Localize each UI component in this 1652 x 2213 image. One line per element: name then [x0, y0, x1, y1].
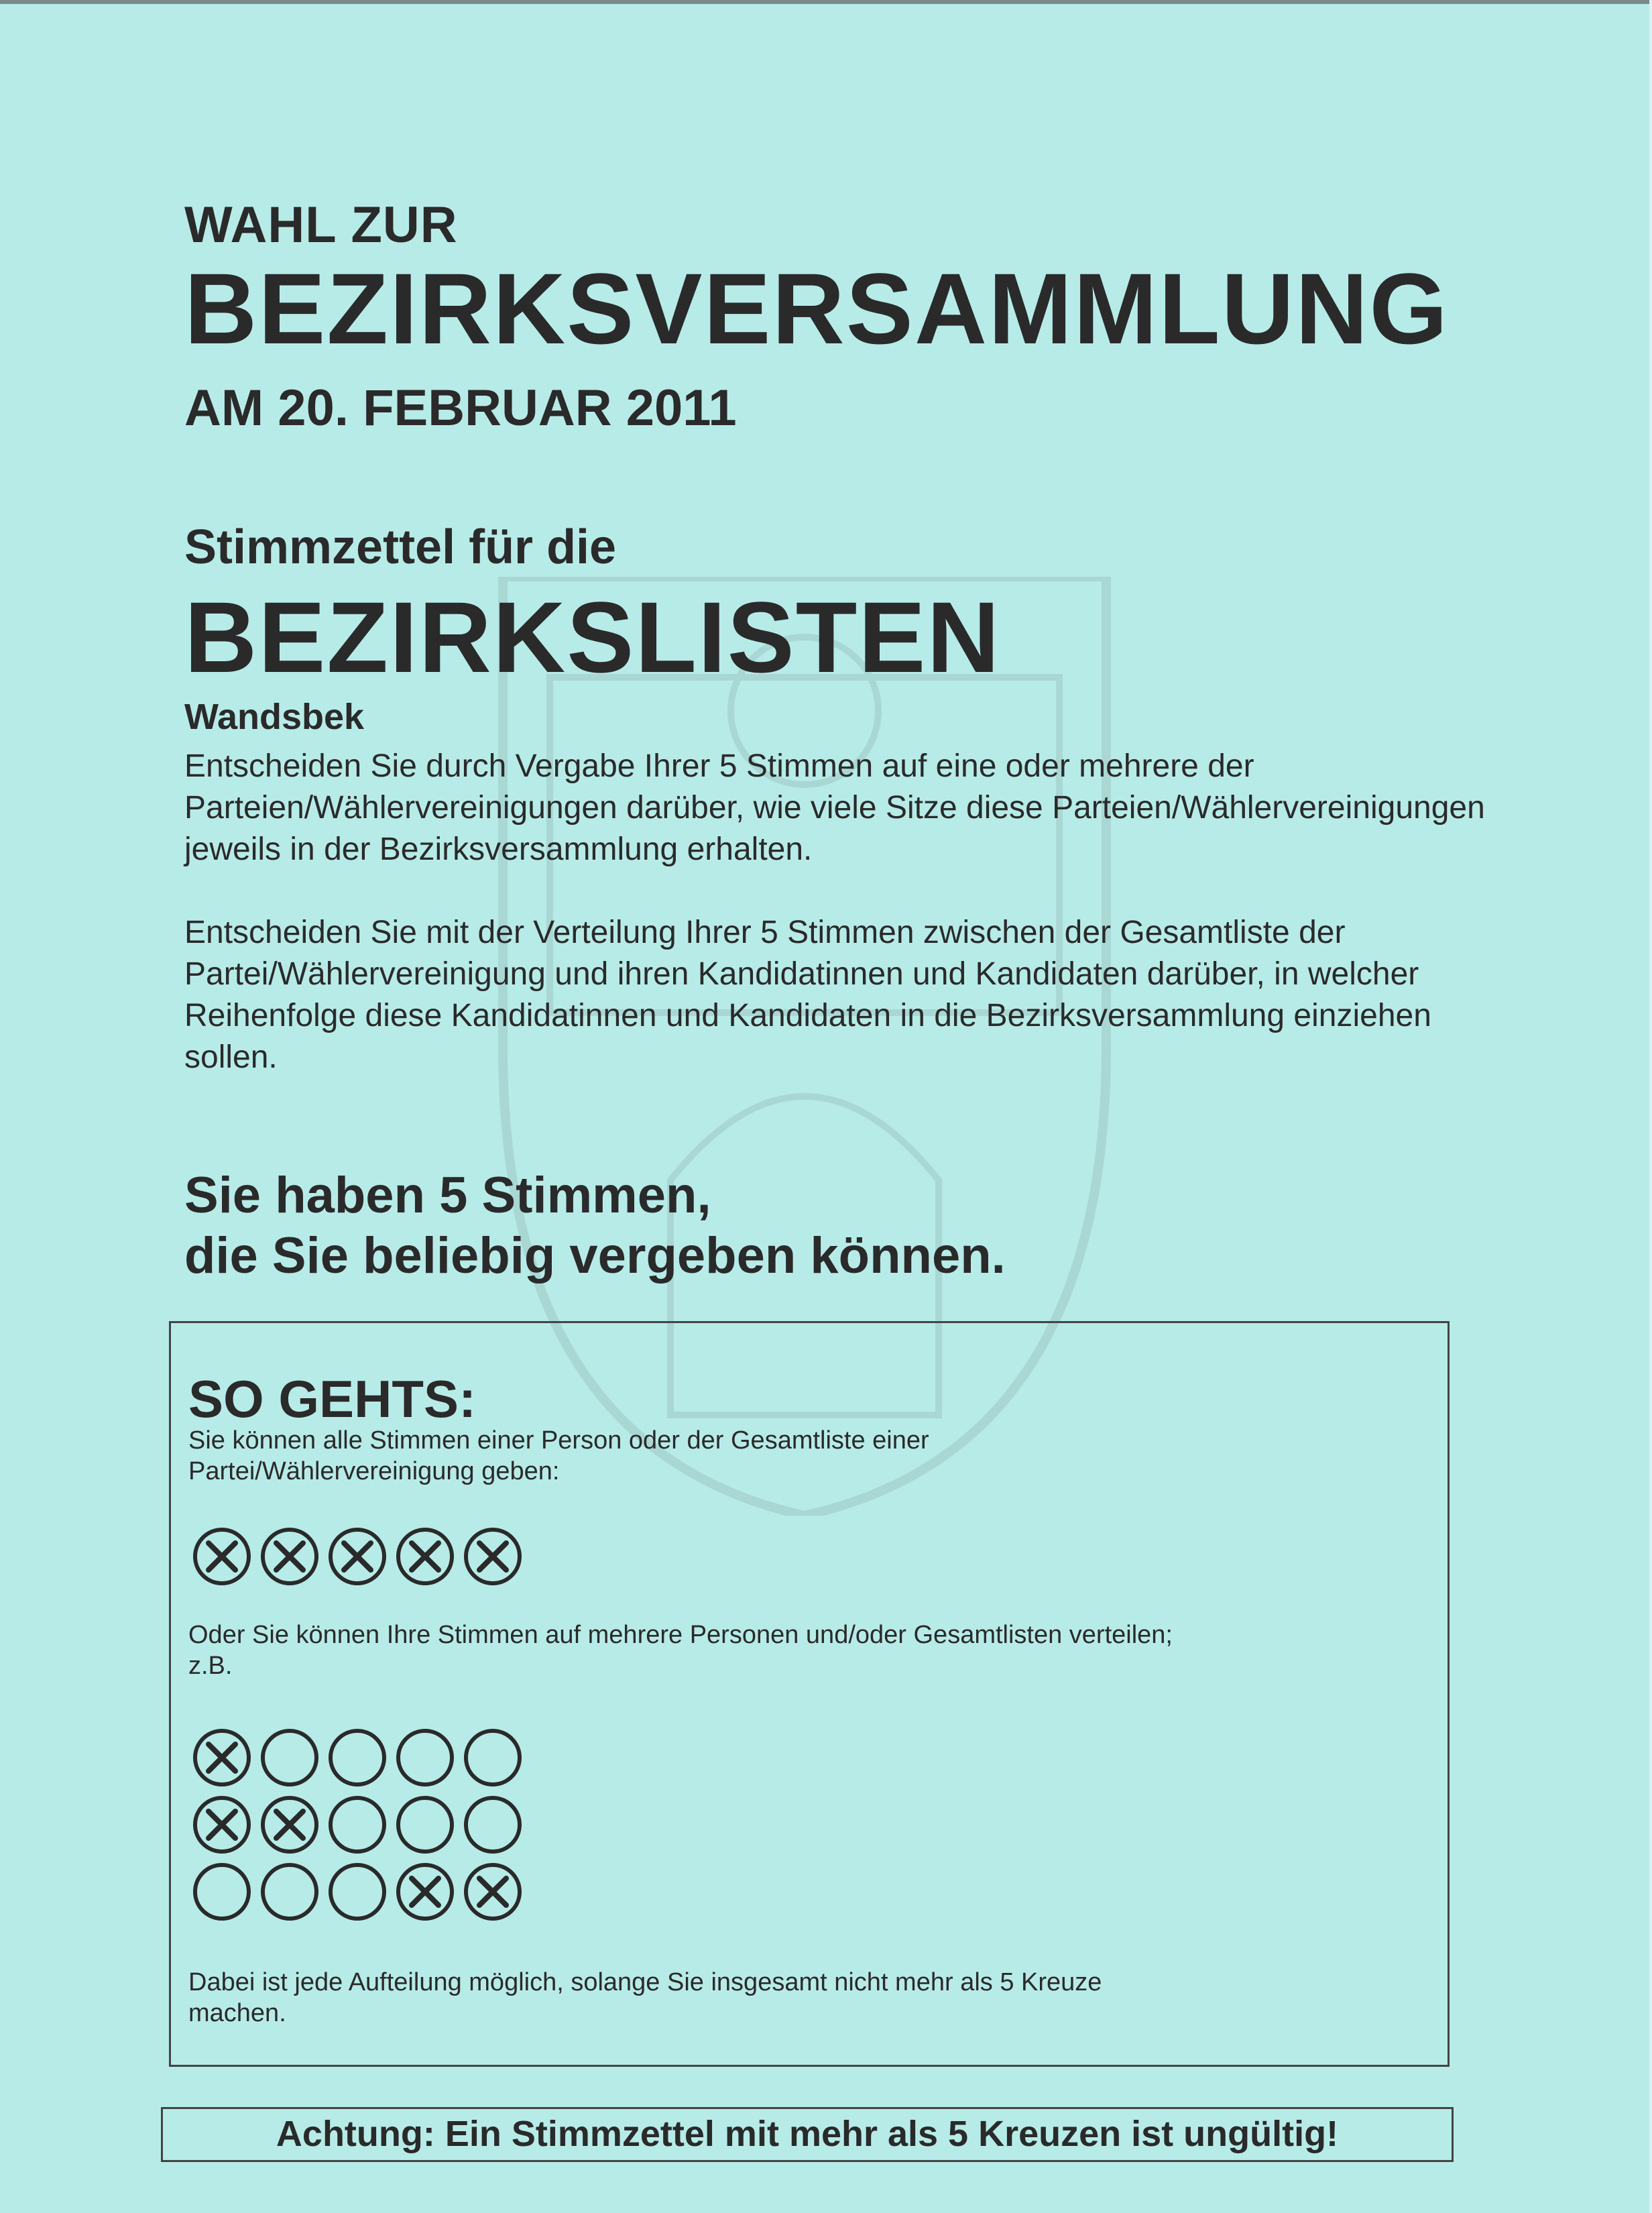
crossed-circle-icon — [257, 1793, 322, 1857]
howto-title: SO GEHTS: — [188, 1369, 477, 1428]
empty-circle-icon — [325, 1725, 390, 1790]
howto-text-split-votes: Oder Sie können Ihre Stimmen auf mehrere Personen und/oder Gesamtlisten verteilen; z.B. — [188, 1621, 1173, 1680]
crossed-circle-icon — [393, 1860, 457, 1924]
crossed-circle-icon — [461, 1524, 525, 1589]
election-heading-title: BEZIRKSVERSAMMLUNG — [184, 252, 1450, 365]
crossed-circle-icon — [190, 1725, 254, 1790]
instruction-paragraph-order: Entscheiden Sie mit der Verteilung Ihrer 5 Stimmen zwischen der Gesamtliste der Partei/Wählervereinigung und ihren Kandidatinnen und Kandidaten darüber, in welcher Reihenfolge diese Kandidatinnen und Kandidaten in die Bezirksversammlung einziehen sollen. — [184, 915, 1431, 1075]
empty-circle-icon — [257, 1860, 322, 1924]
empty-circle-icon — [461, 1725, 525, 1790]
empty-circle-icon — [257, 1725, 322, 1790]
crossed-circle-icon — [190, 1524, 254, 1589]
ballot-title: BEZIRKSLISTEN — [184, 581, 1001, 693]
empty-circle-icon — [325, 1860, 390, 1924]
crossed-circle-icon — [393, 1524, 457, 1589]
howto-text-all-votes: Sie können alle Stimmen einer Person oder der Gesamtliste einer Partei/Wählervereinigung geben: — [188, 1426, 929, 1485]
empty-circle-icon — [325, 1793, 390, 1857]
votes-statement — [184, 1166, 1006, 1286]
crossed-circle-icon — [190, 1793, 254, 1857]
district-name: Wandsbek — [184, 697, 365, 737]
invalid-ballot-warning: Achtung: Ein Stimmzettel mit mehr als 5 Kreuzen ist ungültig! — [161, 2107, 1454, 2162]
empty-circle-icon — [393, 1793, 457, 1857]
empty-circle-icon — [393, 1725, 457, 1790]
howto-box — [169, 1321, 1450, 2067]
ballot-subtitle: Stimmzettel für die — [184, 520, 617, 574]
crossed-circle-icon — [461, 1860, 525, 1924]
votes-statement-line2: die Sie beliebig vergeben können. — [184, 1227, 1006, 1284]
votes-statement-line1: Sie haben 5 Stimmen, — [184, 1167, 711, 1224]
empty-circle-icon — [461, 1793, 525, 1857]
example-all-votes — [190, 1524, 528, 1592]
page-right-edge — [1649, 0, 1652, 2213]
example-row — [190, 1860, 528, 1927]
howto-text-any-split: Dabei ist jede Aufteilung möglich, solange Sie insgesamt nicht mehr als 5 Kreuze machen. — [188, 1968, 1102, 2027]
crossed-circle-icon — [257, 1524, 322, 1589]
example-row — [190, 1725, 528, 1793]
crossed-circle-icon — [325, 1524, 390, 1589]
example-row — [190, 1793, 528, 1860]
page-top-edge — [0, 0, 1652, 4]
example-split-votes — [190, 1725, 528, 1927]
election-heading-line1: WAHL ZUR — [184, 196, 458, 253]
instruction-paragraph-seats: Entscheiden Sie durch Vergabe Ihrer 5 Stimmen auf eine oder mehrere der Parteien/Wählervereinigungen darüber, wie viele Sitze diese Parteien/Wählervereinigungen jeweils in der Bezirksversammlung erhalten. — [184, 748, 1485, 867]
election-date: AM 20. FEBRUAR 2011 — [184, 380, 737, 437]
empty-circle-icon — [190, 1860, 254, 1924]
